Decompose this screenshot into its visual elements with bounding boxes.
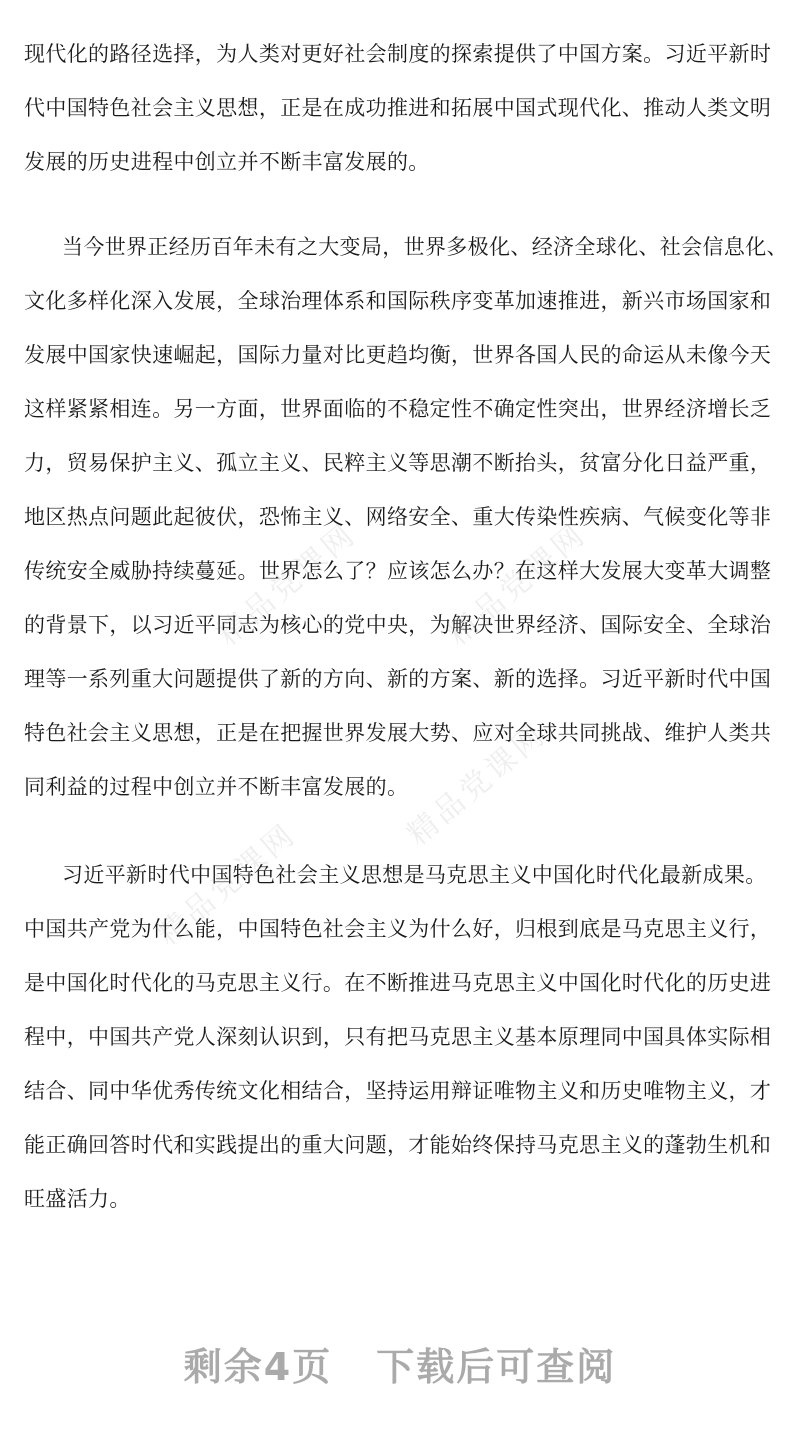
text-line: 地区热点问题此起彼伏，恐怖主义、网络安全、重大传染性疾病、气候变化等非 [24,505,772,529]
text-line: 发展的历史进程中创立并不断丰富发展的。 [24,150,430,174]
text-line: 现代化的路径选择，为人类对更好社会制度的探索提供了中国方案。习近平新时 [24,42,772,66]
watermark: 精品党课网 [400,716,554,853]
text-line: 程中，中国共产党人深刻认识到，只有把马克思主义基本原理同中国具体实际相 [24,1025,772,1049]
text-line: 特色社会主义思想，正是在把握世界发展大势、应对全球共同挑战、维护人类共 [24,721,772,745]
download-notice[interactable] [0,1336,800,1391]
text-line: 是中国化时代化的马克思主义行。在不断推进马克思主义中国化时代化的历史进 [24,971,772,995]
text-line: 传统安全威胁持续蔓延。世界怎么了？应该怎么办？在这样大发展大变革大调整 [24,559,772,583]
text-line: 习近平新时代中国特色社会主义思想是马克思主义中国化时代化最新成果。 [62,863,767,887]
text-line: 结合、同中华优秀传统文化相结合，坚持运用辩证唯物主义和历史唯物主义，才 [24,1079,772,1103]
watermark: 精品党课网 [150,816,304,953]
text-line: 文化多样化深入发展，全球治理体系和国际秩序变革加速推进，新兴市场国家和 [24,289,772,313]
text-line: 当今世界正经历百年未有之大变局，世界多极化、经济全球化、社会信息化、 [62,235,788,259]
text-line: 力，贸易保护主义、孤立主义、民粹主义等思潮不断抬头，贫富分化日益严重， [24,451,772,475]
download-to-view-label[interactable]: 下载后可查阅 [376,1345,617,1389]
text-line: 能正确回答时代和实践提出的重大问题，才能始终保持马克思主义的蓬勃生机和 [24,1133,772,1157]
text-line: 理等一系列重大问题提供了新的方向、新的方案、新的选择。习近平新时代中国 [24,667,772,691]
text-line: 同利益的过程中创立并不断丰富发展的。 [24,775,409,799]
text-line: 发展中国家快速崛起，国际力量对比更趋均衡，世界各国人民的命运从未像今天 [24,343,772,367]
text-line: 中国共产党为什么能，中国特色社会主义为什么好，归根到底是马克思主义行， [24,917,772,941]
text-line: 旺盛活力。 [24,1187,131,1211]
text-line: 这样紧紧相连。另一方面，世界面临的不稳定性不确定性突出，世界经济增长乏 [24,397,772,421]
text-line: 代中国特色社会主义思想，正是在成功推进和拓展中国式现代化、推动人类文明 [24,96,772,120]
text-line: 的背景下，以习近平同志为核心的党中央，为解决世界经济、国际安全、全球治 [24,613,772,637]
remaining-pages-label: 剩余4页 [183,1345,333,1389]
watermark: 精品党课网 [210,516,364,653]
watermark: 精品党课网 [440,516,594,653]
